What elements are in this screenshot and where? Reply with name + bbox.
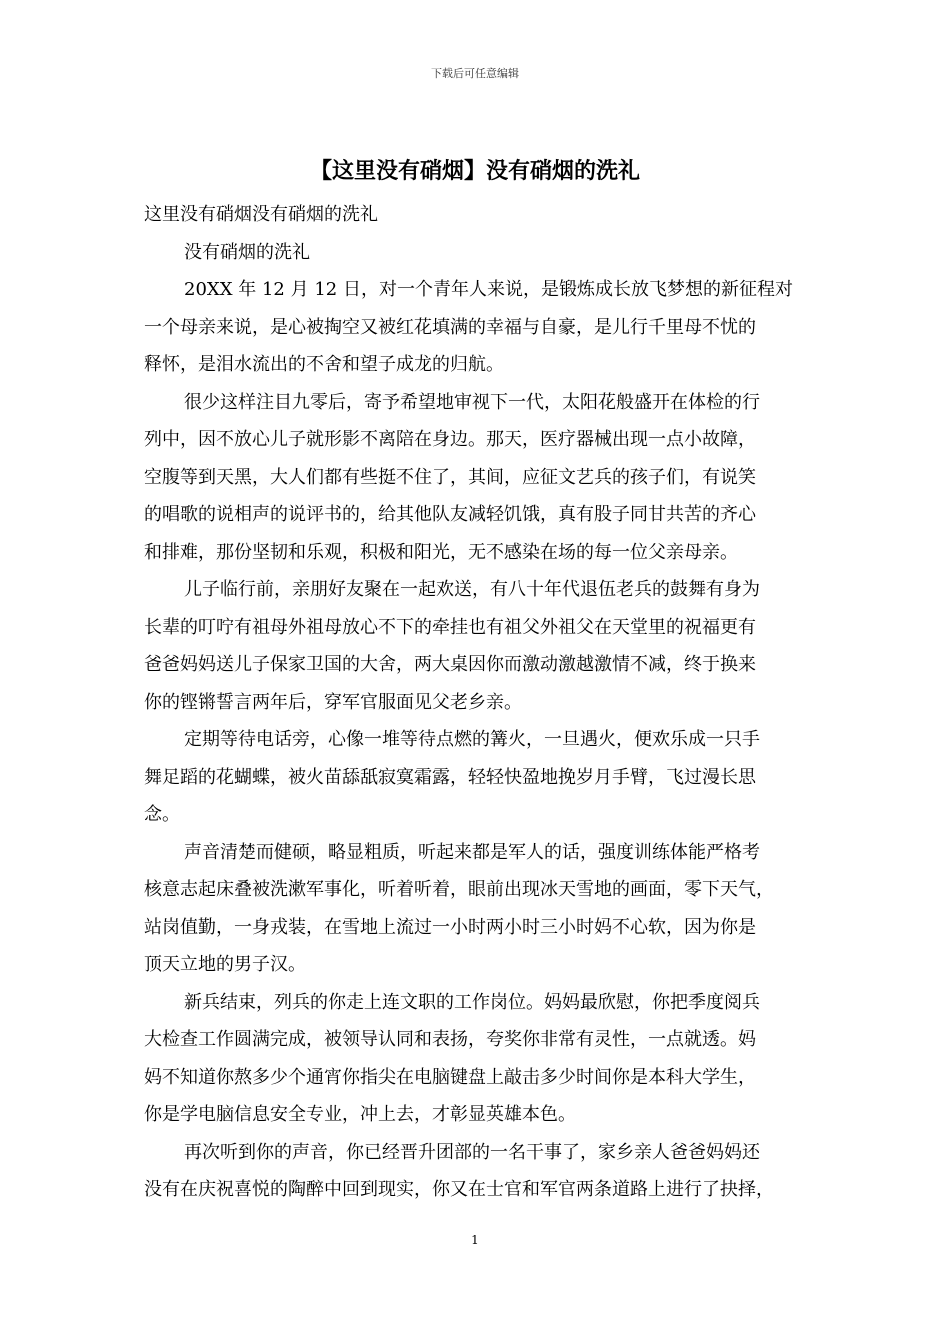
paragraph-line: 长辈的叮咛有祖母外祖母放心不下的牵挂也有祖父外祖父在天堂里的祝福更有 — [144, 616, 756, 638]
paragraph-line: 20XX 年 12 月 12 日，对一个青年人来说，是锻炼成长放飞梦想的新征程对 — [184, 279, 793, 300]
document-body — [144, 196, 824, 1209]
document-heading: 没有硝烟的洗礼 — [184, 241, 310, 263]
paragraph-line: 一个母亲来说，是心被掏空又被红花填满的幸福与自豪，是儿行千里母不忧的 — [144, 316, 756, 338]
paragraph-line: 释怀，是泪水流出的不舍和望子成龙的归航。 — [144, 354, 504, 375]
paragraph-line: 声音清楚而健硕，略显粗质，听起来都是军人的话，强度训练体能严格考 — [184, 841, 760, 863]
paragraph-line: 和排难，那份坚韧和乐观，积极和阳光，无不感染在场的每一位父亲母亲。 — [144, 541, 738, 563]
document-subtitle: 这里没有硝烟没有硝烟的洗礼 — [144, 204, 378, 225]
paragraph-1 — [144, 271, 824, 384]
paragraph-line: 爸爸妈妈送儿子保家卫国的大舍，两大桌因你而激动激越激情不减，终于换来 — [144, 654, 756, 675]
paragraph-line: 你的铿锵誓言两年后，穿军官服面见父老乡亲。 — [144, 691, 522, 713]
paragraph-line: 舞足蹈的花蝴蝶，被火苗舔舐寂寞霜露，轻轻快盈地挽岁月手臂，飞过漫长思 — [144, 766, 756, 788]
page-header-note: 下载后可任意编辑 — [431, 67, 519, 80]
paragraph-line: 顶天立地的男子汉。 — [144, 954, 306, 975]
paragraph-6 — [144, 984, 824, 1134]
page-number: 1 — [471, 1233, 479, 1247]
paragraph-line: 儿子临行前，亲朋好友聚在一起欢送，有八十年代退伍老兵的鼓舞有身为 — [184, 579, 760, 600]
paragraph-line: 念。 — [144, 804, 180, 825]
paragraph-line: 站岗值勤，一身戎装，在雪地上流过一小时两小时三小时妈不心软，因为你是 — [144, 916, 756, 938]
paragraph-line: 没有在庆祝喜悦的陶醉中回到现实，你又在士官和军官两条道路上进行了抉择， — [144, 1179, 774, 1200]
paragraph-line: 核意志起床叠被洗漱军事化，听着听着，眼前出现冰天雪地的画面，零下天气， — [144, 879, 774, 900]
paragraph-line: 空腹等到天黑，大人们都有些挺不住了，其间，应征文艺兵的孩子们，有说笑 — [144, 466, 756, 488]
paragraph-5 — [144, 834, 824, 984]
paragraph-line: 再次听到你的声音，你已经晋升团部的一名干事了，家乡亲人爸爸妈妈还 — [184, 1141, 760, 1163]
document-title: 【这里没有硝烟】没有硝烟的洗礼 — [309, 158, 640, 184]
paragraph-3 — [144, 571, 824, 721]
paragraph-line: 很少这样注目九零后，寄予希望地审视下一代，太阳花般盛开在体检的行 — [184, 391, 760, 413]
paragraph-4 — [144, 721, 824, 834]
paragraph-7 — [144, 1134, 824, 1209]
paragraph-line: 妈不知道你熬多少个通宵你指尖在电脑键盘上敲击多少时间你是本科大学生， — [144, 1066, 756, 1088]
paragraph-line: 新兵结束，列兵的你走上连文职的工作岗位。妈妈最欣慰，你把季度阅兵 — [184, 991, 760, 1013]
paragraph-2 — [144, 384, 824, 572]
paragraph-line: 大检查工作圆满完成，被领导认同和表扬，夸奖你非常有灵性，一点就透。妈 — [144, 1029, 756, 1050]
paragraph-line: 你是学电脑信息安全专业，冲上去，才彰显英雄本色。 — [144, 1104, 576, 1125]
paragraph-line: 定期等待电话旁，心像一堆等待点燃的篝火，一旦遇火，便欢乐成一只手 — [184, 729, 760, 750]
paragraph-line: 列中，因不放心儿子就形影不离陪在身边。那天，医疗器械出现一点小故障， — [144, 429, 756, 450]
paragraph-line: 的唱歌的说相声的说评书的，给其他队友减轻饥饿，真有股子同甘共苦的齐心 — [144, 504, 756, 525]
